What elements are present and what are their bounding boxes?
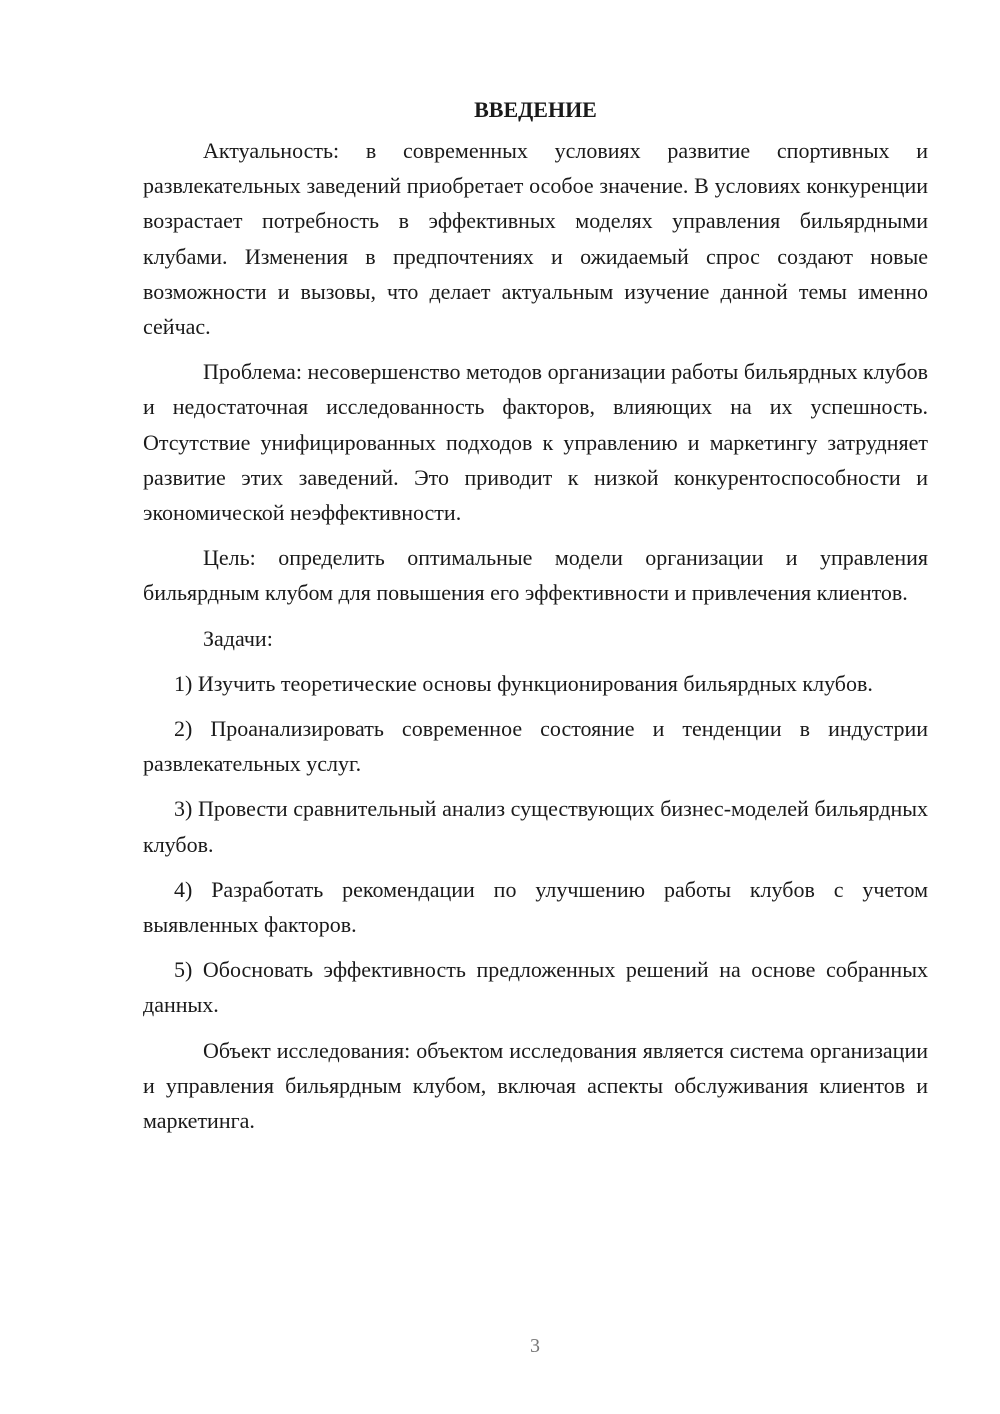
tasks-heading: Задачи: — [203, 625, 273, 651]
problem-paragraph: Проблема: несовершенство методов организации работы бильярдных клубов и недостаточная исследованность факторов, влияющих на их успешность. Отсутствие унифицированных подходов к управлению и маркетингу затрудняет развитие этих заведений. Это приводит к низкой конкурентоспособности и экономической неэффективности. — [143, 359, 928, 526]
page-number: 3 — [530, 1335, 540, 1357]
object-paragraph: Объект исследования: объектом исследования является система организации и управления бильярдным клубом, включая аспекты обслуживания клиентов и маркетинга. — [143, 1037, 928, 1134]
relevance-paragraph: Актуальность: в современных условиях развитие спортивных и развлекательных заведений приобретает особое значение. В условиях конкуренции возрастает потребность в эффективных моделях управления бильярдными клубами. Изменения в предпочтениях и ожидаемый спрос создают новые возможности и вызовы, что делает актуальным изучение данной темы именно сейчас. — [143, 138, 928, 340]
task-item-1: 1) Изучить теоретические основы функционирования бильярдных клубов. — [174, 670, 873, 696]
document-page — [143, 96, 928, 1148]
task-item-3: 3) Провести сравнительный анализ существующих бизнес-моделей бильярдных клубов. — [143, 796, 928, 857]
task-item-4: 4) Разработать рекомендации по улучшению работы клубов с учетом выявленных факторов. — [143, 876, 928, 938]
task-item-2: 2) Проанализировать современное состояние и тенденции в индустрии развлекательных услуг. — [143, 716, 928, 777]
section-title: ВВЕДЕНИЕ — [474, 97, 597, 122]
task-item-5: 5) Обосновать эффективность предложенных решений на основе собранных данных. — [143, 957, 928, 1018]
goal-paragraph: Цель: определить оптимальные модели организации и управления бильярдным клубом для повышения его эффективности и привлечения клиентов. — [143, 545, 928, 606]
